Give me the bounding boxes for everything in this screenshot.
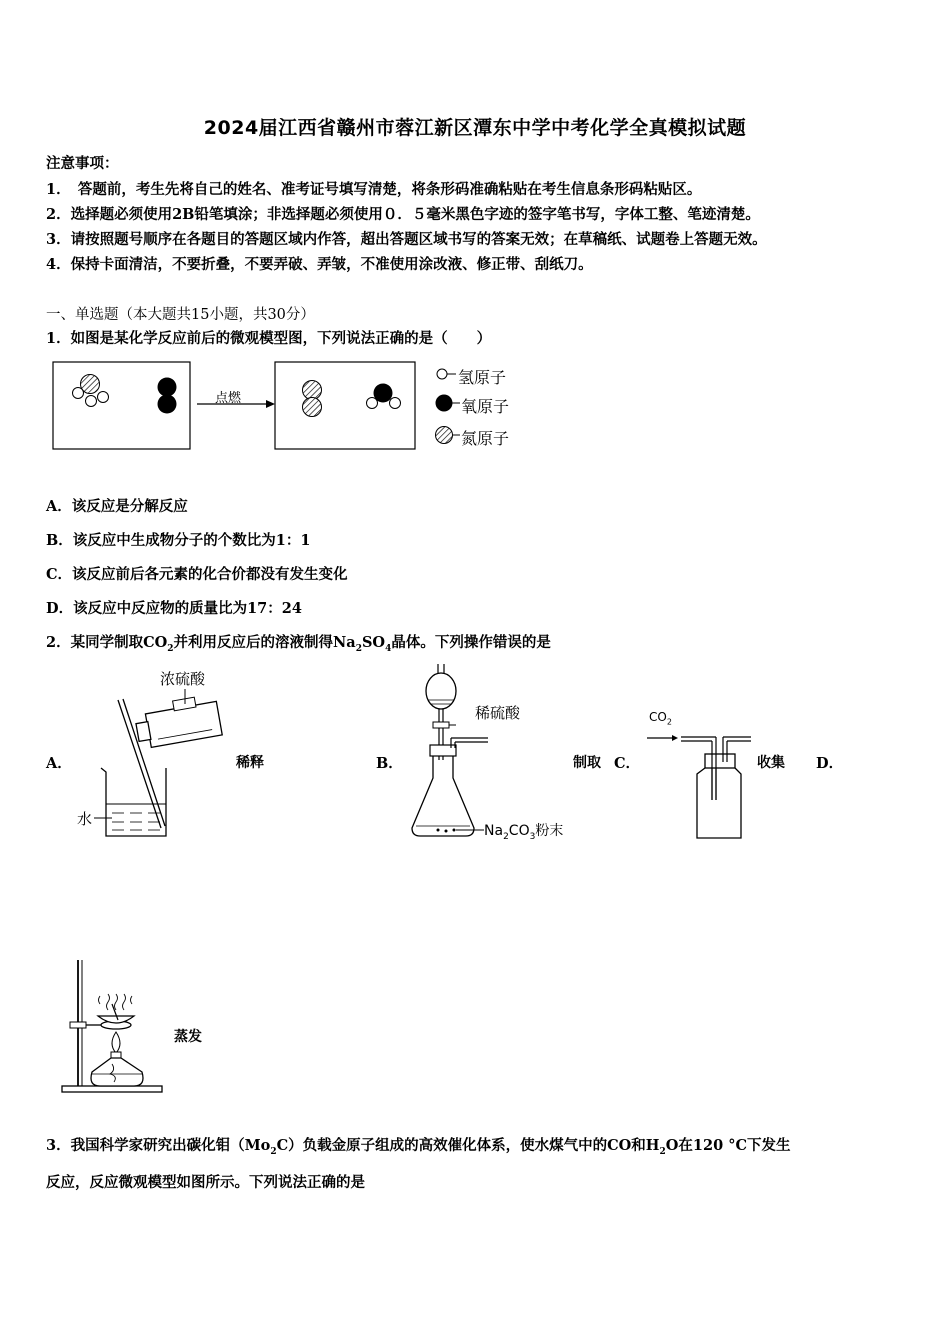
- section-heading: 一、单选题（本大题共15小题，共30分）: [46, 307, 315, 323]
- q1-arrow-label: 点燃: [215, 391, 242, 406]
- q1-option-d: D．该反应中反应物的质量比为17：24: [46, 600, 302, 617]
- q1-legend-hydrogen: 氢原子: [458, 368, 507, 387]
- q2-option-a-letter: A．: [46, 755, 72, 772]
- q1-option-c: C．该反应前后各元素的化合价都没有发生变化: [46, 566, 348, 583]
- q2-b-caption: 制取: [573, 755, 601, 771]
- q2-b-acid-label: 稀硫酸: [475, 704, 521, 722]
- q1-option-a: A．该反应是分解反应: [46, 498, 188, 515]
- q2-option-d-letter: D．: [816, 755, 844, 772]
- notice-item-4: 4．保持卡面清洁，不要折叠，不要弄破、弄皱，不准使用涂改液、修正带、刮纸刀。: [46, 256, 593, 273]
- q1-option-b: B．该反应中生成物分子的个数比为1：1: [46, 532, 311, 549]
- q1-legend-oxygen: 氧原子: [461, 397, 510, 416]
- q1-stem: 1．如图是某化学反应前后的微观模型图，下列说法正确的是（ ）: [46, 330, 492, 347]
- page-title: 2024届江西省赣州市蓉江新区潭东中学中考化学全真模拟试题: [203, 117, 747, 139]
- q3-stem-line-2: 反应，反应微观模型如图所示。下列说法正确的是: [46, 1174, 365, 1191]
- q1-legend-nitrogen: 氮原子: [461, 429, 510, 448]
- q2-a-caption: 稀释: [236, 755, 264, 771]
- q2-option-b-letter: B．: [376, 755, 403, 772]
- q2-d-caption: 蒸发: [174, 1029, 202, 1045]
- q2-stem: 2．某同学制取$CO_2$并利用反应后的溶液制得$Na_2SO_4$晶体。下列操作错误的是: [46, 634, 551, 654]
- notice-heading: 注意事项：: [46, 155, 119, 172]
- q2-b-powder-label: $Na_2CO_3$粉末: [484, 823, 564, 842]
- notice-item-3: 3．请按照题号顺序在各题目的答题区域内作答，超出答题区域书写的答案无效；在草稿纸、试题卷上答题无效。: [46, 231, 767, 248]
- q2-c-gas-label: $CO_2$: [649, 710, 672, 727]
- q2-a-acid-label: 浓硫酸: [160, 670, 206, 688]
- notice-item-1: 1． 答题前，考生先将自己的姓名、准考证号填写清楚，将条形码准确粘贴在考生信息条形码粘贴区。: [46, 181, 702, 198]
- q3-stem-line-1: 3．我国科学家研究出碳化钼$(Mo_2C)$负载金原子组成的高效催化体系，使水煤气中的CO和$H_2O$在120 °C下发生: [46, 1137, 791, 1157]
- q2-option-c-letter: C．: [614, 755, 641, 772]
- notice-item-2: 2．选择题必须使用2B铅笔填涂；非选择题必须使用０．５毫米黑色字迹的签字笔书写，字体工整、笔迹清楚。: [46, 206, 760, 223]
- q2-c-caption: 收集: [757, 755, 785, 771]
- q2-a-water-label: 水: [77, 810, 93, 828]
